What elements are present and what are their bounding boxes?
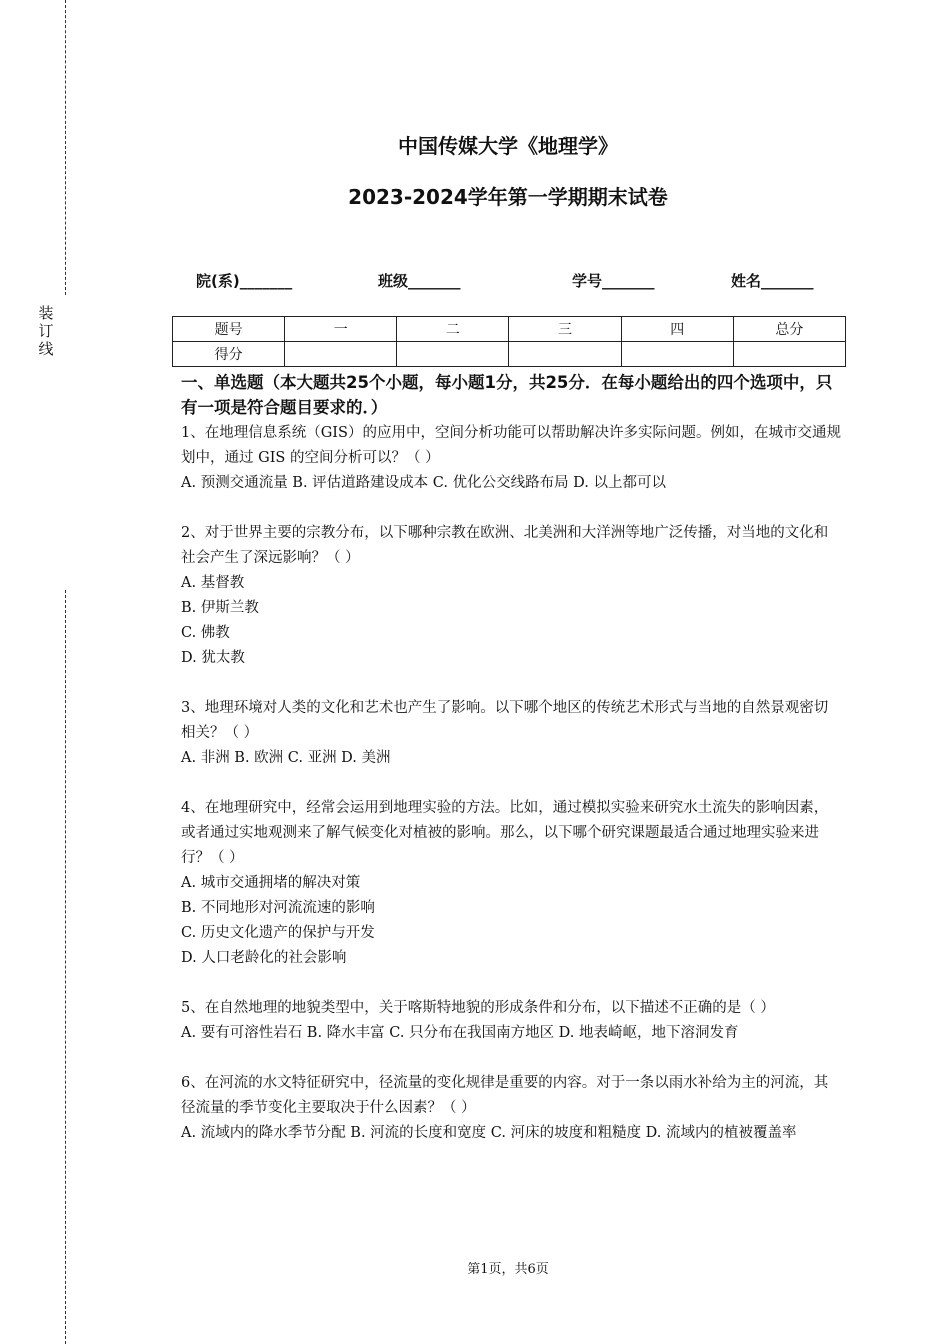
score-table bbox=[172, 316, 846, 367]
score-table-cell bbox=[397, 342, 509, 367]
question-option: C. 历史文化遗产的保护与开发 bbox=[181, 925, 375, 941]
score-table-cell: 一 bbox=[285, 317, 397, 342]
score-table-cell bbox=[733, 342, 845, 367]
question-1 bbox=[181, 421, 841, 496]
question-option: B. 伊斯兰教 bbox=[181, 600, 259, 616]
question-options: A. 非洲 B. 欧洲 C. 亚洲 D. 美洲 bbox=[181, 750, 391, 766]
score-table-cell bbox=[285, 342, 397, 367]
question-stem: 4、在地理研究中，经常会运用到地理实验的方法。比如，通过模拟实验来研究水土流失的影响因素，或者通过实地观测来了解气候变化对植被的影响。那么，以下哪个研究课题最适合通过地理实验来进行？（ ） bbox=[181, 800, 829, 866]
question-stem: 1、在地理信息系统（GIS）的应用中，空间分析功能可以帮助解决许多实际问题。例如，在城市交通规划中，通过 GIS 的空间分析可以？（ ） bbox=[181, 425, 841, 466]
page-footer: 第1页，共6页 bbox=[467, 1262, 549, 1277]
question-options: A. 要有可溶性岩石 B. 降水丰富 C. 只分布在我国南方地区 D. 地表崎岖，地下溶洞发育 bbox=[181, 1025, 739, 1041]
score-table-header-row bbox=[173, 317, 846, 342]
question-options: A. 预测交通流量 B. 评估道路建设成本 C. 优化公交线路布局 D. 以上都可以 bbox=[181, 475, 667, 491]
question-2 bbox=[181, 521, 841, 671]
exam-content bbox=[181, 370, 841, 1171]
name-field: 姓名_______ bbox=[731, 272, 814, 290]
question-stem: 6、在河流的水文特征研究中，径流量的变化规律是重要的内容。对于一条以雨水补给为主的河流，其径流量的季节变化主要取决于什么因素？（ ） bbox=[181, 1075, 829, 1116]
department-field: 院(系)_______ bbox=[196, 272, 293, 290]
question-stem: 2、对于世界主要的宗教分布，以下哪种宗教在欧洲、北美洲和大洋洲等地广泛传播，对当地的文化和社会产生了深远影响？（ ） bbox=[181, 525, 829, 566]
exam-subtitle: 2023-2024学年第一学期期末试卷 bbox=[348, 185, 668, 209]
score-table-cell bbox=[621, 342, 733, 367]
binding-char: 装 bbox=[38, 304, 54, 322]
score-table-score-row bbox=[173, 342, 846, 367]
question-stem: 5、在自然地理的地貌类型中，关于喀斯特地貌的形成条件和分布，以下描述不正确的是（ ） bbox=[181, 1000, 775, 1016]
binding-char: 线 bbox=[38, 340, 54, 358]
question-6 bbox=[181, 1071, 841, 1146]
score-table-cell bbox=[509, 342, 621, 367]
student-id-field: 学号_______ bbox=[572, 272, 655, 290]
question-option: B. 不同地形对河流流速的影响 bbox=[181, 900, 375, 916]
question-options: A. 流域内的降水季节分配 B. 河流的长度和宽度 C. 河床的坡度和粗糙度 D. 流域内的植被覆盖率 bbox=[181, 1125, 797, 1141]
score-table-cell: 得分 bbox=[173, 342, 285, 367]
question-stem: 3、地理环境对人类的文化和艺术也产生了影响。以下哪个地区的传统艺术形式与当地的自然景观密切相关？（ ） bbox=[181, 700, 829, 741]
score-table-cell: 总分 bbox=[733, 317, 845, 342]
binding-line-bottom bbox=[65, 590, 66, 1344]
score-table-cell: 题号 bbox=[173, 317, 285, 342]
score-table-cell: 二 bbox=[397, 317, 509, 342]
question-option: D. 犹太教 bbox=[181, 650, 245, 666]
question-4 bbox=[181, 796, 841, 971]
question-option: C. 佛教 bbox=[181, 625, 230, 641]
question-5 bbox=[181, 996, 841, 1046]
question-option: A. 基督教 bbox=[181, 575, 245, 591]
binding-char: 订 bbox=[38, 322, 54, 340]
binding-label bbox=[36, 304, 56, 358]
question-option: A. 城市交通拥堵的解决对策 bbox=[181, 875, 361, 891]
exam-title: 中国传媒大学《地理学》 bbox=[398, 134, 618, 158]
section-heading: 一、单选题（本大题共25个小题，每小题1分，共25分．在每小题给出的四个选项中，只有一项是符合题目要求的．） bbox=[181, 373, 833, 417]
score-table-cell: 三 bbox=[509, 317, 621, 342]
class-field: 班级_______ bbox=[378, 272, 461, 290]
score-table-cell: 四 bbox=[621, 317, 733, 342]
question-3 bbox=[181, 696, 841, 771]
question-option: D. 人口老龄化的社会影响 bbox=[181, 950, 347, 966]
